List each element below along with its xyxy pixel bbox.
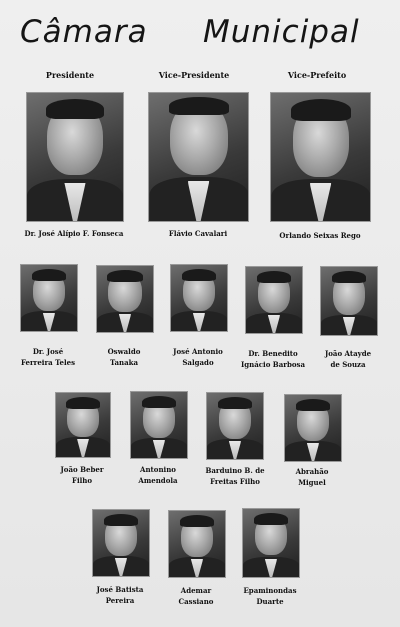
- name-p2: Flávio Cavalari: [168, 229, 228, 238]
- role-vice-mayor: Vice-Prefeito: [287, 70, 347, 80]
- name-p6-line1: José Antonio: [173, 347, 223, 356]
- title-municipal: Municipal: [203, 14, 360, 50]
- name-p6: [158, 346, 238, 368]
- portrait-p14: [168, 510, 226, 578]
- name-p14: [156, 585, 236, 607]
- portrait-p6: [170, 264, 228, 332]
- name-p14-line1: Ademar: [180, 586, 212, 595]
- name-p10-line1: Antonino: [140, 465, 176, 474]
- name-p15: [230, 585, 310, 607]
- name-p9: [42, 464, 122, 486]
- name-p9-line1: João Beber: [60, 465, 104, 474]
- name-p13-line2: Pereira: [105, 596, 135, 605]
- name-p11: [194, 465, 276, 487]
- name-p7: [232, 348, 314, 370]
- name-p4: [8, 346, 88, 368]
- name-p9-line2: Filho: [71, 476, 93, 485]
- name-p12-line2: Miguel: [298, 478, 326, 487]
- title-camara: Câmara: [20, 14, 148, 50]
- name-p15-line2: Duarte: [256, 597, 284, 606]
- name-p8-line2: de Souza: [330, 360, 366, 369]
- name-p14-line2: Cassiano: [178, 597, 214, 606]
- portrait-vice-mayor: [270, 92, 371, 222]
- portrait-p4: [20, 264, 78, 332]
- role-vice-president: Vice-Presidente: [158, 70, 230, 80]
- name-p5-line1: Oswaldo: [107, 347, 141, 356]
- name-p11-line2: Freitas Filho: [210, 477, 260, 486]
- portrait-p12: [284, 394, 342, 462]
- name-p1: Dr. José Alípio F. Fonseca: [24, 229, 124, 238]
- name-p8-line1: João Atayde: [324, 349, 372, 358]
- name-p10: [118, 464, 198, 486]
- name-p4-line2: Ferreira Teles: [20, 358, 76, 367]
- portrait-p7: [245, 266, 303, 334]
- name-p13-line1: José Batista: [96, 585, 144, 594]
- name-p5: [84, 346, 164, 368]
- portrait-vice-president: [148, 92, 249, 222]
- portrait-p13: [92, 509, 150, 577]
- portrait-p8: [320, 266, 378, 336]
- portrait-p10: [130, 391, 188, 459]
- name-p12-line1: Abrahão: [295, 467, 329, 476]
- name-p12: [272, 466, 352, 488]
- name-p7-line1: Dr. Benedito: [248, 349, 298, 358]
- name-p8: [308, 348, 388, 370]
- name-p10-line2: Amendola: [138, 476, 178, 485]
- name-p7-line2: Ignácio Barbosa: [240, 360, 305, 369]
- name-p6-line2: Salgado: [182, 358, 214, 367]
- portrait-president: [26, 92, 124, 222]
- name-p11-line1: Barduino B. de: [205, 466, 265, 475]
- name-p13: [80, 584, 160, 606]
- portrait-p15: [242, 508, 300, 578]
- portrait-p11: [206, 392, 264, 460]
- name-p4-line1: Dr. José: [32, 347, 64, 356]
- name-p15-line1: Epaminondas: [243, 586, 297, 595]
- portrait-p5: [96, 265, 154, 333]
- name-p3: Orlando Seixas Rego: [279, 231, 361, 240]
- role-president: Presidente: [45, 70, 95, 80]
- portrait-p9: [55, 392, 111, 458]
- name-p5-line2: Tanaka: [109, 358, 139, 367]
